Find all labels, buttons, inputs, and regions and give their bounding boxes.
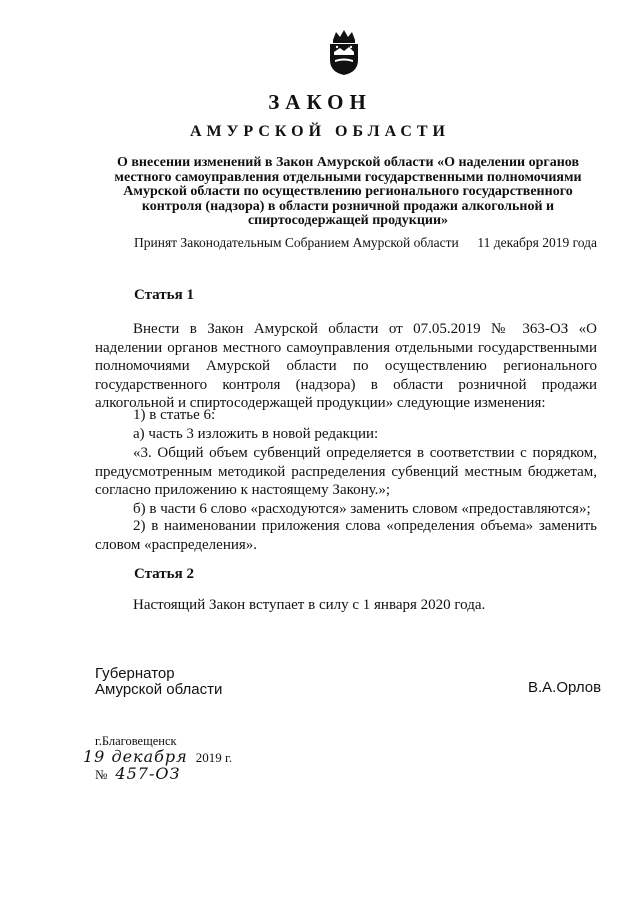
article-2-heading: Статья 2	[134, 566, 194, 582]
signatory-position-line-2: Амурской области	[95, 681, 223, 698]
adoption-date: 11 декабря 2019 года	[477, 235, 597, 250]
adopted-by-text: Принят Законодательным Собранием Амурской области	[134, 235, 459, 250]
article-2-text: Настоящий Закон вступает в силу с 1 января 2020 года.	[133, 597, 486, 613]
handwritten-date: 19 декабря	[83, 747, 188, 766]
article-1-intro-paragraph: Внести в Закон Амурской области от 07.05.2019 № 363-ОЗ «О наделении органов местного самоуправления отдельными государственными полномочиями Амурской области по осуществлению регионального государственного контроля (надзора) в области розничной продажи алкогольной и спиртосодержащей продукции» следующие изменения:	[95, 321, 597, 411]
signing-year: 2019 г.	[195, 750, 233, 765]
article-1-quoted-part-3: «3. Общий объем субвенций определяется в соответствии с порядком, предусмотренным методикой распределения субвенций местным бюджетам, согласно приложению к настоящему Закону.»;	[95, 445, 597, 498]
handwritten-law-number: 457-ОЗ	[115, 764, 181, 783]
signatory-position-line-1: Губернатор	[95, 665, 175, 682]
adoption-line	[134, 235, 597, 251]
law-subject-heading: О внесении изменений в Закон Амурской области «О наделении органов местного самоуправления отдельными государственными полномочиями Амурской области по осуществлению регионального государственного контроля (надзора) в области розничной продажи алкогольной и спиртосодержащей продукции»	[114, 155, 582, 228]
region-title: АМУРСКОЙ ОБЛАСТИ	[190, 123, 450, 140]
law-title: ЗАКОН	[268, 90, 372, 114]
article-1-item-a: а) часть 3 изложить в новой редакции:	[133, 426, 379, 442]
article-1-item-2: 2) в наименовании приложения слова «определения объема» заменить словом «распределения».	[95, 518, 597, 553]
article-1-item-1: 1) в статье 6:	[133, 407, 216, 423]
signing-place: г.Благовещенск	[95, 734, 177, 748]
article-1-heading: Статья 1	[134, 287, 194, 303]
coat-of-arms-emblem	[326, 28, 362, 76]
number-label: №	[95, 767, 108, 782]
law-number-line	[95, 764, 180, 783]
signatory-name: В.А.Орлов	[528, 679, 602, 696]
signatory-position	[95, 666, 222, 698]
article-1-item-b: б) в части 6 слово «расходуются» заменить словом «предоставляются»;	[133, 501, 591, 517]
